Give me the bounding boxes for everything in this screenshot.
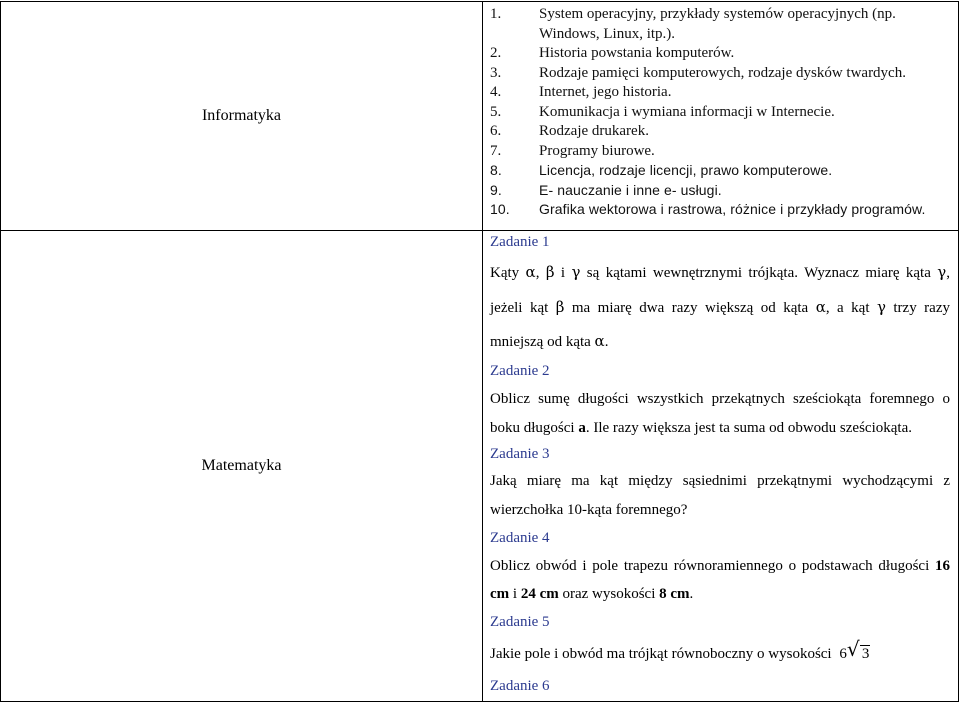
subject-label: Informatyka (201, 107, 282, 124)
task-title: Zadanie 3 (490, 445, 550, 462)
square-root (846, 636, 871, 667)
list-item: 1. System operacyjny, przykłady systemów operacyjnych (np. Windows, Linux, itp.). (490, 6, 896, 42)
subject-informatyka (1, 2, 483, 231)
list-item: 3. Rodzaje pamięci komputerowych, rodzaje dysków twardych. (490, 64, 906, 81)
informatyka-topics-cell (483, 2, 959, 231)
task-body: Oblicz obwód i pole trapezu równoramiennego o podstawach długości 16 cm i 24 cm oraz wysokości 8 cm. (490, 557, 950, 602)
list-item: 7. Programy biurowe. (490, 142, 655, 159)
list-item: 5. Komunikacja i wymiana informacji w Internecie. (490, 103, 835, 120)
list-item: 8. Licencja, rodzaje licencji, prawo komputerowe. (490, 162, 833, 178)
alpha-symbol: α (594, 332, 605, 350)
list-item: 9. E- nauczanie i inne e- usługi. (490, 181, 722, 198)
task-body: Jakie pole i obwód ma trójkąt równoboczny o wysokości 6 √ 3 (490, 641, 950, 667)
curriculum-table (0, 1, 959, 702)
alpha-symbol: α (525, 263, 536, 281)
task-title: Zadanie 1 (490, 234, 550, 250)
matematyka-row (1, 231, 959, 702)
gamma-symbol: γ (876, 297, 886, 316)
task-title: Zadanie 5 (490, 613, 550, 630)
gamma-symbol: γ (937, 263, 947, 281)
task-title: Zadanie 4 (490, 529, 550, 546)
subject-label: Matematyka (201, 457, 282, 474)
radical-sign-icon: √ (846, 636, 860, 661)
beta-symbol: β (545, 263, 555, 281)
list-item: 6. Rodzaje drukarek. (490, 123, 649, 139)
beta-symbol: β (555, 297, 565, 316)
informatyka-row (1, 2, 959, 231)
gamma-symbol: γ (571, 263, 581, 281)
task-body: Oblicz sumę długości wszystkich przekątnych sześciokąta foremnego o boku długości a. Ile razy większa jest ta suma od obwodu sześciokąta. (490, 390, 950, 436)
list-item: 10. Grafika wektorowa i rastrowa, różnice i przykłady programów. (490, 201, 926, 217)
task-body: Jaką miarę ma kąt między sąsiednimi przekątnymi wychodzącymi z wierzchołka 10-kąta foremnego? (490, 472, 950, 518)
task-title: Zadanie 6 (490, 677, 550, 694)
list-item: 4. Internet, jego historia. (490, 84, 672, 100)
task-body: Kąty α, β i γ są kątami wewnętrznymi trójkąta. Wyznacz miarę kąta γ, jeżeli kąt β ma miarę dwa razy większą od kąta α, a kąt γ trzy razy mniejszą od kąta α. (490, 263, 950, 350)
alpha-symbol: α (815, 297, 826, 316)
matematyka-tasks-cell (483, 231, 959, 702)
radicand: 3 (861, 645, 870, 662)
subject-matematyka (1, 231, 483, 702)
task-title: Zadanie 2 (490, 362, 550, 379)
list-item: 2. Historia powstania komputerów. (490, 45, 735, 61)
side-symbol: a (578, 419, 586, 436)
topics-list (490, 2, 950, 220)
coefficient: 6 (839, 645, 847, 662)
